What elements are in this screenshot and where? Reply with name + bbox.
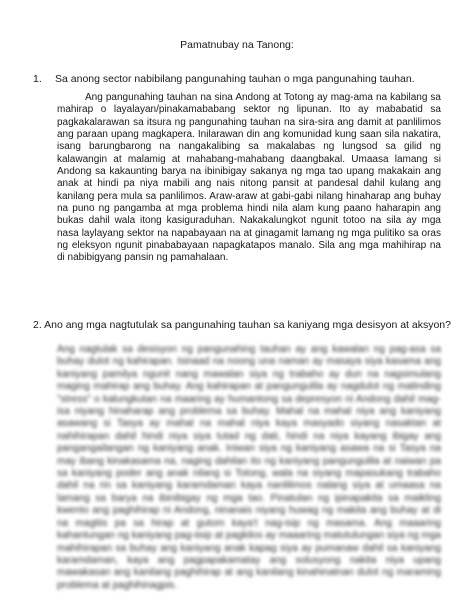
answer-2-blurred — [57, 344, 441, 592]
page-title: Pamatnubay na Tanong: — [180, 39, 294, 51]
question-1 — [33, 73, 443, 85]
answer-1-text: Ang pangunahing tauhan na sina Andong at Totong ay mag-ama na kabilang sa mahirap o layalayan/pinakamababang sektor ng lipunan. Ito ay mababatid sa pagkakalarawan sa itsura ng pangunahing tauhan na sira-sira ang damit at panlilimos ang paraan upang magkapera. Inilarawan din ang komunidad kung saan sila nakatira, isang barungbarong na nangakalibing sa makalabas ng lungsod sa gilid ng kalawangin at malamig at mahabang-mahabang daangbakal. Umaasa lamang si Andong sa kakaunting barya na ibinibigay sakanya ng mga tao upang makakain ang anak at hindi pa niya mabili ang nais nitong pansit at pandesal dahil kulang ang kanilang pera mula sa panlilimos. Araw-araw at gabi-gabi nilang hinaharap ang buhay na puno ng pangamba at mga problema hindi nila alam kung paano haharapin ang bukas dahil wala itong kasiguraduhan. Nakakalungkot ngunit totoo na sila ay mga nasa laylayang sektor na napabayaan na at ginagamit lamang ng mga pulitiko sa oras ng eleksyon ngunit pinababayaan napagkatapos manalo. Sila ang mga mahihirap na di nabibigyang pansin ng pamahalaan. — [57, 92, 441, 264]
question-2-text: Ano ang mga nagtutulak sa pangunahing tauhan sa kaniyang mga desisyon at aksyon? — [44, 319, 451, 331]
question-2 — [33, 319, 453, 331]
answer-1 — [57, 92, 441, 265]
question-2-number: 2. — [33, 319, 42, 331]
answer-2-text: Ang nagtulak sa desisyon ng pangunahing tauhan ay ang kawalan ng pag-asa sa buhay dulot ng kahirapan. Isinaad na noong una naman ay masaya siya kasama ang kaniyang pamilya ngunit nang mawalan siya ng trabaho ay dun na nagsimulang maging mahirap ang buhay. Ang kahirapan at pangungulila ay nagdulot ng matinding "stress" o kalungkutan na maaring ay humantong sa depresyon ni Andong dahil mag-isa niyang hinaharap ang problema sa buhay. Mahal na mahal niya ang kaniyang asawang si Tasya ay mahal na mahal niya kaya masyado siyang nasaktan at nahihirapan dahil hindi niya siya tutad ng dati, hindi na niya kayang ibigay ang pangangailangan ng kaniyang anak. Iniwan siya ng kaniyang asawa na si Tasya na may ibang kinakasama na, naging dahilan ito ng kaniyang pangungulila at naiwan pa sa kaniyang poder ang anak nilang si Totong, wala na siyang mapasukang trabaho dahil na rin sa kaniyang karamdaman kaya nanlilimos nalang siya at umaasa na lamang sa barya na ibinibigay ng mga tao. Pinatulan ng ipinapakita sa maikling kwento ang paghihirap ni Andong, ninanais niyang huwag ng makita ang buhay at di na magtiis pa sa hirap at gutom kaya't nag-isip ng masama. Ang maaaring kahantungan ng kaniyang pag-iisip at pagkilos ay maaaring matutulungan siya ng mga mahihirapan sa buhay ang kaniyang anak kapag siya ay pumanaw dahil sa kaniyang karamdaman, kaya ang pagpapakamatay ang solusyong nakita niya upang mawakasan ang kanilang paghihirap at ang kanilang kinahinatnan dulot ng maraming problema at paghihinagpis. — [57, 344, 441, 591]
question-1-text: Sa anong sector nabibilang pangunahing tauhan o mga pangunahing tauhan. — [55, 73, 415, 85]
question-1-number: 1. — [33, 73, 42, 85]
